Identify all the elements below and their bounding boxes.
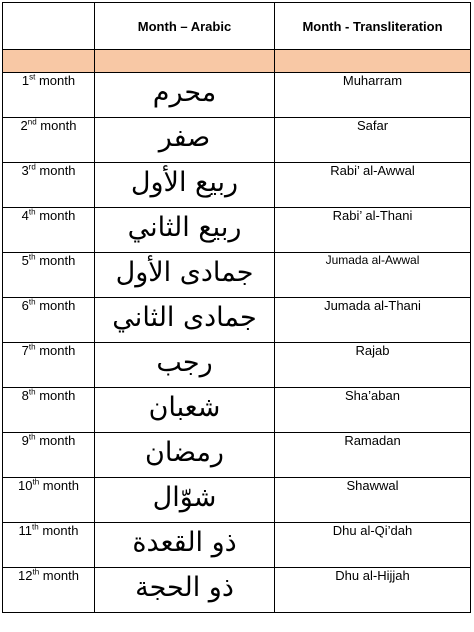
- band-cell: [3, 50, 95, 73]
- transliteration: Ramadan: [275, 433, 471, 478]
- month-number-cell: [3, 343, 95, 388]
- month-number-cell: [3, 433, 95, 478]
- month-unit: month: [39, 568, 79, 583]
- month-unit: month: [35, 253, 76, 268]
- month-unit: month: [35, 433, 76, 448]
- transliteration: Rabi’ al-Thani: [275, 208, 471, 253]
- ordinal-suffix: nd: [27, 117, 37, 127]
- highlight-band-row: [3, 50, 471, 73]
- ordinal-suffix: th: [32, 522, 39, 532]
- ordinal-suffix: th: [28, 432, 36, 442]
- month-number: 5: [21, 253, 29, 268]
- ordinal-suffix: th: [28, 387, 36, 397]
- header-arabic: Month – Arabic: [95, 3, 275, 50]
- ordinal-suffix: st: [29, 72, 36, 82]
- month-number: 11: [18, 523, 33, 538]
- ordinal-suffix: th: [28, 342, 36, 352]
- band-cell: [95, 50, 275, 73]
- table-row: [3, 523, 471, 568]
- table-row: [3, 568, 471, 613]
- month-number: 12: [18, 568, 33, 583]
- transliteration: Sha’aban: [275, 388, 471, 433]
- arabic-name: ربيع الأول: [95, 163, 275, 208]
- arabic-name: جمادى الأول: [95, 253, 275, 298]
- arabic-name: ربيع الثاني: [95, 208, 275, 253]
- month-number: 2: [20, 118, 28, 133]
- month-number: 9: [21, 433, 29, 448]
- month-number-cell: [3, 163, 95, 208]
- month-number-cell: [3, 253, 95, 298]
- table-row: [3, 343, 471, 388]
- table-row: [3, 433, 471, 478]
- arabic-name: رجب: [95, 343, 275, 388]
- month-number-cell: [3, 298, 95, 343]
- table-row: [3, 73, 471, 118]
- month-number-cell: [3, 388, 95, 433]
- month-number: 7: [21, 343, 29, 358]
- arabic-name: شوّال: [95, 478, 275, 523]
- month-number: 8: [21, 388, 29, 403]
- table-row: [3, 478, 471, 523]
- month-unit: month: [36, 118, 77, 133]
- header-blank-cell: [3, 3, 95, 50]
- month-unit: month: [35, 73, 76, 88]
- arabic-name: رمضان: [95, 433, 275, 478]
- table-row: [3, 253, 471, 298]
- ordinal-suffix: th: [28, 207, 36, 217]
- table-row: [3, 163, 471, 208]
- ordinal-suffix: th: [32, 477, 40, 487]
- ordinal-suffix: th: [28, 297, 36, 307]
- transliteration: Jumada al-Awwal: [275, 253, 471, 298]
- ordinal-suffix: rd: [28, 162, 36, 172]
- month-unit: month: [35, 298, 76, 313]
- arabic-name: محرم: [95, 73, 275, 118]
- band-cell: [275, 50, 471, 73]
- table-row: [3, 118, 471, 163]
- arabic-name: ذو القعدة: [95, 523, 275, 568]
- month-number: 1: [21, 73, 30, 88]
- month-number-cell: [3, 478, 95, 523]
- header-row: [3, 3, 471, 50]
- transliteration: Jumada al-Thani: [275, 298, 471, 343]
- month-number-cell: [3, 73, 95, 118]
- table-row: [3, 388, 471, 433]
- arabic-name: ذو الحجة: [95, 568, 275, 613]
- month-unit: month: [35, 388, 76, 403]
- month-number: 6: [21, 298, 29, 313]
- transliteration: Shawwal: [275, 478, 471, 523]
- arabic-name: صفر: [95, 118, 275, 163]
- transliteration: Rajab: [275, 343, 471, 388]
- transliteration: Dhu al-Hijjah: [275, 568, 471, 613]
- transliteration: Safar: [275, 118, 471, 163]
- transliteration: Dhu al-Qi’dah: [275, 523, 471, 568]
- month-number-cell: [3, 208, 95, 253]
- transliteration: Rabi’ al-Awwal: [275, 163, 471, 208]
- month-rows: [3, 73, 471, 613]
- month-number-cell: [3, 568, 95, 613]
- month-number: 4: [21, 208, 29, 223]
- month-number: 10: [18, 478, 33, 493]
- month-unit: month: [35, 343, 76, 358]
- ordinal-suffix: th: [32, 567, 40, 577]
- arabic-name: جمادى الثاني: [95, 298, 275, 343]
- table-row: [3, 298, 471, 343]
- month-number-cell: [3, 118, 95, 163]
- ordinal-suffix: th: [28, 252, 36, 262]
- month-unit: month: [35, 208, 76, 223]
- month-unit: month: [39, 478, 79, 493]
- month-number-cell: [3, 523, 95, 568]
- month-unit: month: [38, 523, 79, 538]
- islamic-months-table: [2, 2, 471, 613]
- table-row: [3, 208, 471, 253]
- header-transliteration: Month - Transliteration: [275, 3, 471, 50]
- transliteration: Muharram: [275, 73, 471, 118]
- arabic-name: شعبان: [95, 388, 275, 433]
- month-number: 3: [21, 163, 29, 178]
- month-unit: month: [35, 163, 76, 178]
